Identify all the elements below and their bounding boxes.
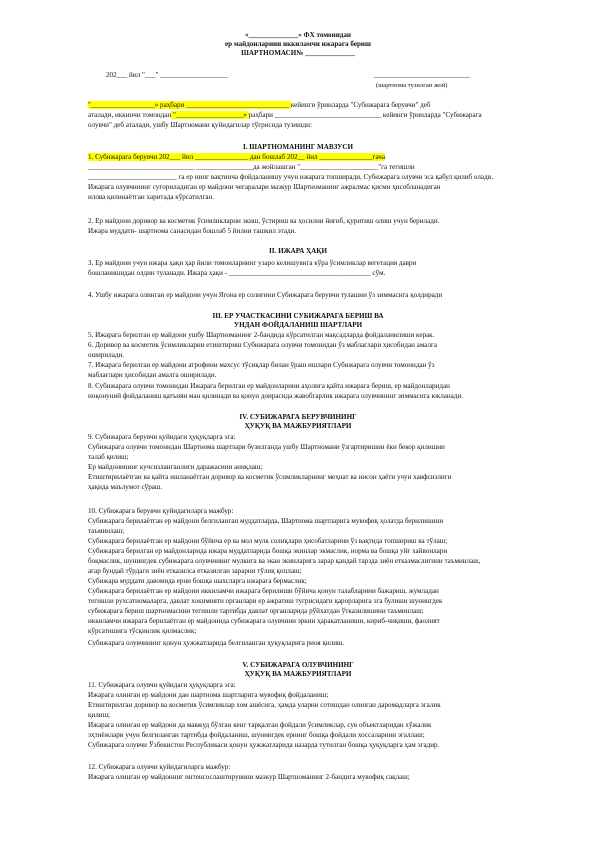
clause-3-line-2: бошланишидан олдин туланади. Ижара ҳақи - ________________________________________ сўм.: [88, 269, 386, 277]
clause-1-line-3: _________________________ га ер нинг вақтинча фойдаланишу учун ижарага топширади, Субижарага олувчи эса қабул қилиб олади.: [88, 173, 494, 181]
clause-11-line-1: 11. Субижарага олувчи қуйидаги ҳуқуқларга эга:: [88, 681, 236, 689]
clause-11-line-2: Ижарага олинган ер майдони дан шартнома шартларига мувофиқ фойдаланиш;: [88, 691, 329, 699]
section-4-title-1: IV. СУБИЖАРАГА БЕРУВЧИНИНГ: [239, 413, 357, 421]
clause-3-line-1: 3. Ер майдони учун ижара ҳақи ҳар йили томонларнинг узаро келишувига кўра ўсимликлар вегетация даври: [88, 259, 417, 267]
clause-11-line-6: эҳтиёжлари учун белгиланган тартибда фойдаланиш, шунингдек ернинг бошқа фойдали хоссаларини эгаллаш;: [88, 731, 425, 739]
clause-1-line-1: 1. Субижарага берувчи 202___ йил _______________ дан бошлаб 202__ йил _______________гача: [88, 153, 386, 161]
intro-party2: "___________________»: [171, 111, 249, 119]
doc-header-line2: ер майдонларини иккиламчи ижарага бериш: [224, 40, 372, 48]
clause-10-line-13: кўрсатишига тўсқинлик қилмаслик;: [88, 627, 197, 635]
clause-10-line-11: субижарага бериш шартномасини тегишли тартибда давлат органларида рўйхатдан ўтказилишини таъминлаш;: [88, 607, 424, 615]
intro-party1: "__________________» раҳбари: [88, 101, 185, 109]
section-2-title: II. ИЖАРА ҲАҚИ: [269, 247, 327, 255]
clause-10-line-9: Субижарага берилаётган ер майдони иккиламчи ижарага берилиши бўйича қонун талабларини бажариш, жумладан: [88, 587, 439, 595]
clause-10-line-14: Субижарага олувчининг қонун ҳужжатларида белгиланган ҳуқуқларига риоя қилиш.: [88, 639, 345, 647]
intro-line-1: "__________________» раҳбари _____________________________ кейинги ўринларда "Субижарага берувчи" деб: [88, 101, 431, 109]
clause-10-line-2: Субижарага берилаётган ер майдони белгиланган муддатларда, Шартнома шартларига мувофиқ ҳолатда берилишини: [88, 517, 444, 525]
clause-9-line-5: Етиштирилаётган ва қайта ишланаётган доривор ва косметик ўсимликларнинг меҳнат ва инсон ҳаёти учун хавфсизлиги: [88, 473, 452, 481]
intro-party1-head: _____________________________: [184, 101, 291, 109]
section-5-title-1: V. СУБИЖАРАГА ОЛУВЧИНИНГ: [242, 661, 354, 669]
clause-10-line-5: Субижарага берилган ер майдонларида ижара муддатларида бошқа экинлар экмаслик, норма ва бошқа уйғ хайвонлари: [88, 547, 448, 555]
clause-10-line-1: 10. Субижарага берувчи қуйидагиларга мажбур:: [88, 507, 234, 515]
clause-8-line-1: 8. Субижарага олувчи томонидан Ижарага берилган ер майдонларини аҳолига қайта ижарага бериш, ер майдонларидан: [88, 382, 450, 390]
clause-1-line-5: илова қилинаётган харитада кўрсатилган.: [88, 193, 215, 201]
clause-7-line-1: 7. Ижарага берилган ер майдони атрофини махсус тўсиқлар билан ўраш ишлари Субижарага олувчи томонидан ўз: [88, 361, 435, 369]
contract-date: 202___ йил "___" ___________________: [106, 71, 228, 79]
clause-9-line-6: ҳақида маълумот сўраш.: [88, 483, 163, 491]
clause-9-line-3: талаб қилиш;: [88, 453, 129, 461]
clause-2-line-1: 2. Ер майдони доривор ва косметик ўсимликларни экиш, ўстириш ва ҳосилни йиғиб, қуритиш олиш учун берилади.: [88, 217, 440, 225]
clause-9-line-1: 9. Субижарага берувчи қуйидаги ҳуқуқларга эга:: [88, 433, 236, 441]
clause-6-line-2: оширилади.: [88, 351, 125, 359]
doc-header-line1: «______________» ФХ томонидан: [245, 31, 351, 39]
clause-6-line-1: 6. Доривор ва косметик ўсимликларни етиштириш Субижарага олувчи томонидан ўз маблағлари ҳисобидан амалга: [88, 341, 438, 349]
section-5-title-2: ҲУҚУҚ ВА МАЖБУРИЯТЛАРИ: [244, 670, 352, 678]
clause-10-line-3: таъминлаш;: [88, 527, 125, 535]
place-note: (шартнома тузилган жой): [376, 82, 448, 89]
clause-12-line-1: 12. Субижарага олувчи қуйидагиларга мажбур:: [88, 763, 231, 771]
section-1-title: I. ШАРТНОМАНИНГ МАВЗУСИ: [242, 143, 354, 151]
clause-10-line-7: агар бундай тўрдаги зиён етказилса етказилган зарарни тўлиқ қоплаш;: [88, 567, 302, 575]
clause-9-line-2: Субижарага олувчи томонидан Шартнома шартлари бузилганда ушбу Шартномани ўзгартиришни ёки бекор қилишни: [88, 443, 445, 451]
clause-8-line-2: ноқонуний фойдаланиш қатъиян ман қилинади ва қонун доирасида жавобгарлик ижарага олувчининг зиммасига юкланади.: [88, 392, 464, 400]
clause-10-line-4: Субижарага берилаётган ер майдони бўйича ер ва мол мулк солиқлари ҳисобатларини ўз вақтида топшириш ва тўлаш;: [88, 537, 448, 545]
clause-11-line-5: Ижарага олинган ер майдони да мавжуд бўлган кенг тарқалган фойдали ўсимликлар, сув объектларидан хўжалик: [88, 721, 432, 729]
clause-11-line-4: қилиш;: [88, 711, 111, 719]
clause-11-line-3: Етиштирилган доривор ва косметик ўсимликлар хом ашёсига, ҳамда уларни сотишдан олинган даромадларга эгалик: [88, 701, 441, 709]
clause-4: 4. Ушбу ижарага олинган ер майдони учун Ягона ер солиғини Субижарага берувчи тулашни ўз зиммасига қолдиради: [88, 291, 443, 299]
section-3-title-2: УНДАН ФОЙДАЛАНИШ ШАРТЛАРИ: [233, 321, 363, 329]
clause-9-line-4: Ер майдонининг кучсизланганлиги даражасини аниқлаш;: [88, 463, 263, 471]
clause-10-line-10: тегишли рухсатномаларга, давлат хокимияти органлари ер ажратиш тугрисидаги қарорларига эга булиши шунингдек: [88, 597, 443, 605]
doc-header-line3: ШАРТНОМАСИ№ ______________: [241, 49, 355, 57]
clause-10-line-12: иккиламчи ижарага берилаётган ер майдонида субижарага олувчини эркин ҳаракатланиши, кириб-чиқиши, фаолият: [88, 617, 440, 625]
contract-place: ___________________________: [374, 71, 470, 79]
section-3-title-1: III. ЕР УЧАСТКАСИНИ СУБИЖАРАГА БЕРИШ ВА: [212, 312, 384, 320]
clause-11-line-7: Субижарага олувчи Ўзбекистон Республикаси қонун ҳужжатларида назарда тутилган бошқа ҳуқуқларга ҳам эгадир.: [88, 741, 440, 749]
clause-10-line-8: Субижара муддати давомида ерни бошқа шахсларга ижарага бермаслик;: [88, 577, 307, 585]
clause-1-line-2: ______________________________ ________________да жойлашган "______________________"га тегишли: [88, 163, 415, 171]
clause-5: 5. Ижарага берилган ер майдони ушбу Шартноманинг 2-бандида кўрсатилган мақсадларда фойдаланилиши керак.: [88, 331, 435, 339]
intro-line-2: аталади, иккинчи томондан "___________________» раҳбари ______________________________ кейинги ўринларда "Субижарага: [88, 111, 482, 119]
clause-1-line-4: Ижарага олувчининг суғориладиган ер майдони чегаралари мазкур Шартноманинг ажралмас қисми ҳисобланадиган: [88, 183, 441, 191]
clause-10-line-6: боқмаслик, шунингдек субижарага олувчининг мулкига ва экан экинларига зарар қандай тарзда зиён етказмаслигини таъминлаш,: [88, 557, 481, 565]
clause-12-line-2: Ижарага олинган ер майдонниг интенсослаштирувини мазкур Шартноманинг 2-бандига мувофиқ сақлаш;: [88, 773, 410, 781]
clause-7-line-2: маблағлари ҳисобидан амалга оширилади.: [88, 371, 217, 379]
intro-line-3: олувчи" деб аталади, ушбу Шартномани қуйидагилар тўғрисида тузишди:: [88, 121, 312, 129]
clause-2-line-2: Ижара муддати- шартнома санасидан бошлаб 5 йилни ташкил этади.: [88, 227, 297, 235]
section-4-title-2: ҲУҚУҚ ВА МАЖБУРИЯТЛАРИ: [244, 422, 352, 430]
